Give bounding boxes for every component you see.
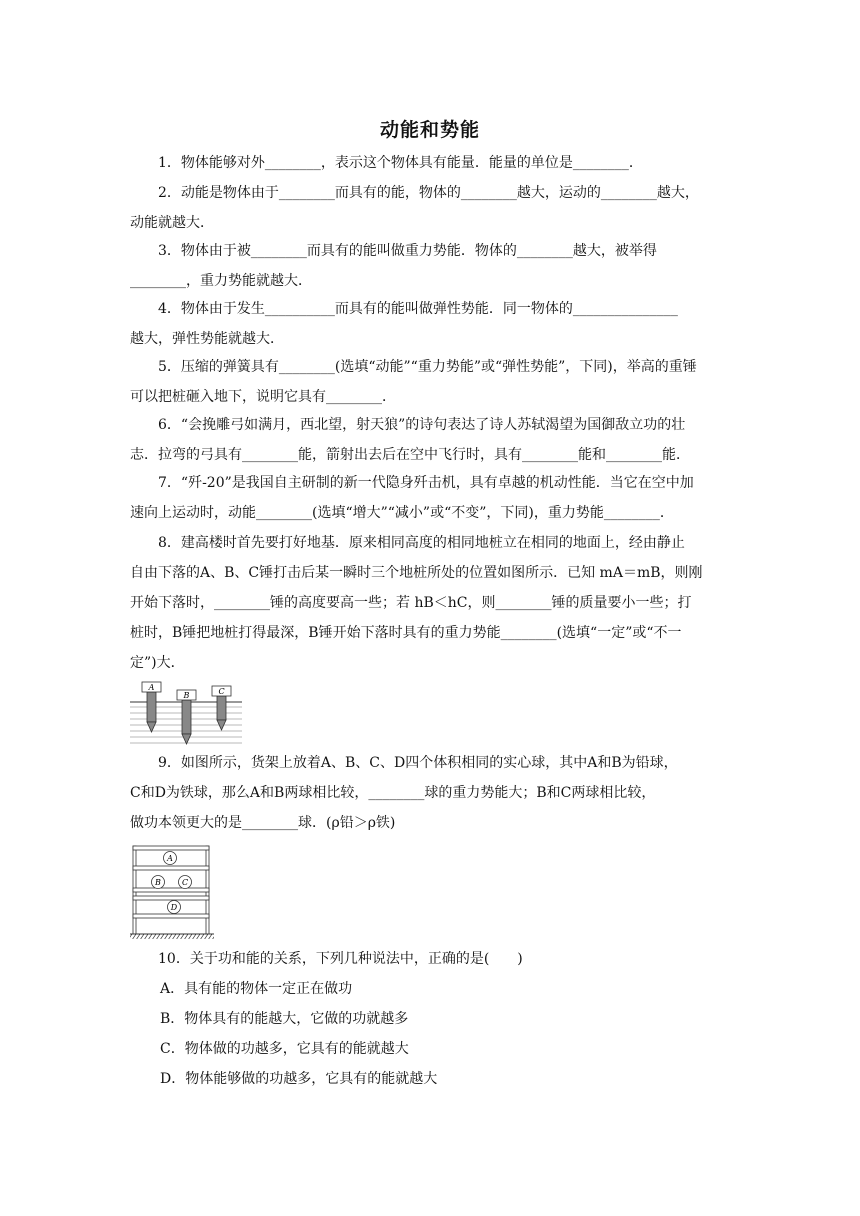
question-3 — [130, 236, 730, 296]
question-line: 10．关于功和能的关系，下列几种说法中，正确的是( ) — [158, 951, 523, 967]
shelf-board — [133, 888, 209, 892]
question-line: 速向上运动时，动能________(选填“增大”“减小”或“不变”，下同)，重力势能________． — [130, 505, 674, 521]
option-d: D．物体能够做的功越多，它具有的能就越大 — [160, 1071, 438, 1087]
question-line: 定”)大． — [130, 655, 185, 671]
ball-label-b: B — [155, 878, 161, 887]
question-line: 开始下落时，________锤的高度要高一些；若 hB＜hC，则________锤的质量要小一些；打 — [130, 595, 692, 611]
shelf-board — [133, 866, 209, 870]
question-line: 9．如图所示，货架上放着A、B、C、D四个体积相同的实心球，其中A和B为铅球， — [158, 755, 678, 771]
figure-piles — [130, 680, 242, 748]
question-line: 可以把桩砸入地下，说明它具有________． — [130, 389, 396, 405]
question-4 — [130, 294, 730, 354]
question-line: C和D为铁球，那么A和B两球相比较，________球的重力势能大；B和C两球相比较， — [130, 785, 656, 801]
shelf-board — [133, 896, 209, 900]
shelf-board — [133, 846, 209, 850]
question-5 — [130, 352, 730, 412]
ball-label-d: D — [170, 903, 178, 912]
ball-label-c: C — [181, 878, 189, 887]
question-7 — [130, 468, 730, 528]
question-line: 自由下落的A、B、C锤打击后某一瞬时三个地桩所处的位置如图所示．已知 mA＝mB，则刚 — [130, 565, 703, 581]
question-line: 5．压缩的弹簧具有________(选填“动能”“重力势能”或“弹性势能”，下同)，举高的重锤 — [158, 359, 697, 375]
figure-shelf — [128, 844, 216, 942]
question-line: 3．物体由于被________而具有的能叫做重力势能．物体的________越大，被举得 — [158, 243, 657, 259]
ball-label-a: A — [167, 854, 173, 863]
pile-label-a: A — [148, 683, 155, 692]
question-line: 2．动能是物体由于________而具有的能，物体的________越大，运动的________越大， — [158, 185, 699, 201]
page-title: 动能和势能 — [379, 119, 480, 141]
floor-hatch — [130, 934, 214, 939]
question-line: 4．物体由于发生__________而具有的能叫做弹性势能．同一物体的_______________ — [158, 301, 678, 317]
question-line: 动能就越大． — [130, 215, 214, 231]
option-a: A．具有能的物体一定正在做功 — [160, 981, 353, 997]
question-line: 7．“歼-20”是我国自主研制的新一代隐身歼击机，具有卓越的机动性能．当它在空中加 — [158, 475, 694, 491]
question-line: 1．物体能够对外________，表示这个物体具有能量．能量的单位是________． — [158, 155, 643, 171]
question-line: 越大，弹性势能就越大． — [130, 331, 284, 347]
option-c: C．物体做的功越多，它具有的能就越大 — [160, 1041, 409, 1057]
pile-label-c: C — [218, 687, 225, 696]
question-line: ________，重力势能就越大． — [130, 273, 312, 289]
option-b: B．物体具有的能越大，它做的功就越多 — [160, 1011, 409, 1027]
question-line: 志．拉弯的弓具有________能，箭射出去后在空中飞行时，具有________能和________能． — [130, 447, 690, 463]
question-line: 8．建高楼时首先要打好地基．原来相同高度的相同地桩立在相同的地面上，经由静止 — [158, 535, 685, 551]
question-9 — [130, 748, 730, 838]
question-line: 做功本领更大的是________球．(ρ铅＞ρ铁) — [130, 815, 396, 831]
question-8 — [130, 528, 730, 678]
question-line: 6．“会挽雕弓如满月，西北望，射天狼”的诗句表达了诗人苏轼渴望为国御敌立功的壮 — [158, 417, 686, 433]
pile-label-b: B — [183, 691, 190, 700]
question-1 — [130, 148, 730, 178]
question-6 — [130, 410, 730, 470]
question-10 — [130, 944, 730, 974]
shelf-board — [133, 914, 209, 918]
question-line: 桩时，B锤把地桩打得最深，B锤开始下落时具有的重力势能________(选填“一定”或“不一 — [130, 625, 682, 641]
question-2 — [130, 178, 730, 238]
